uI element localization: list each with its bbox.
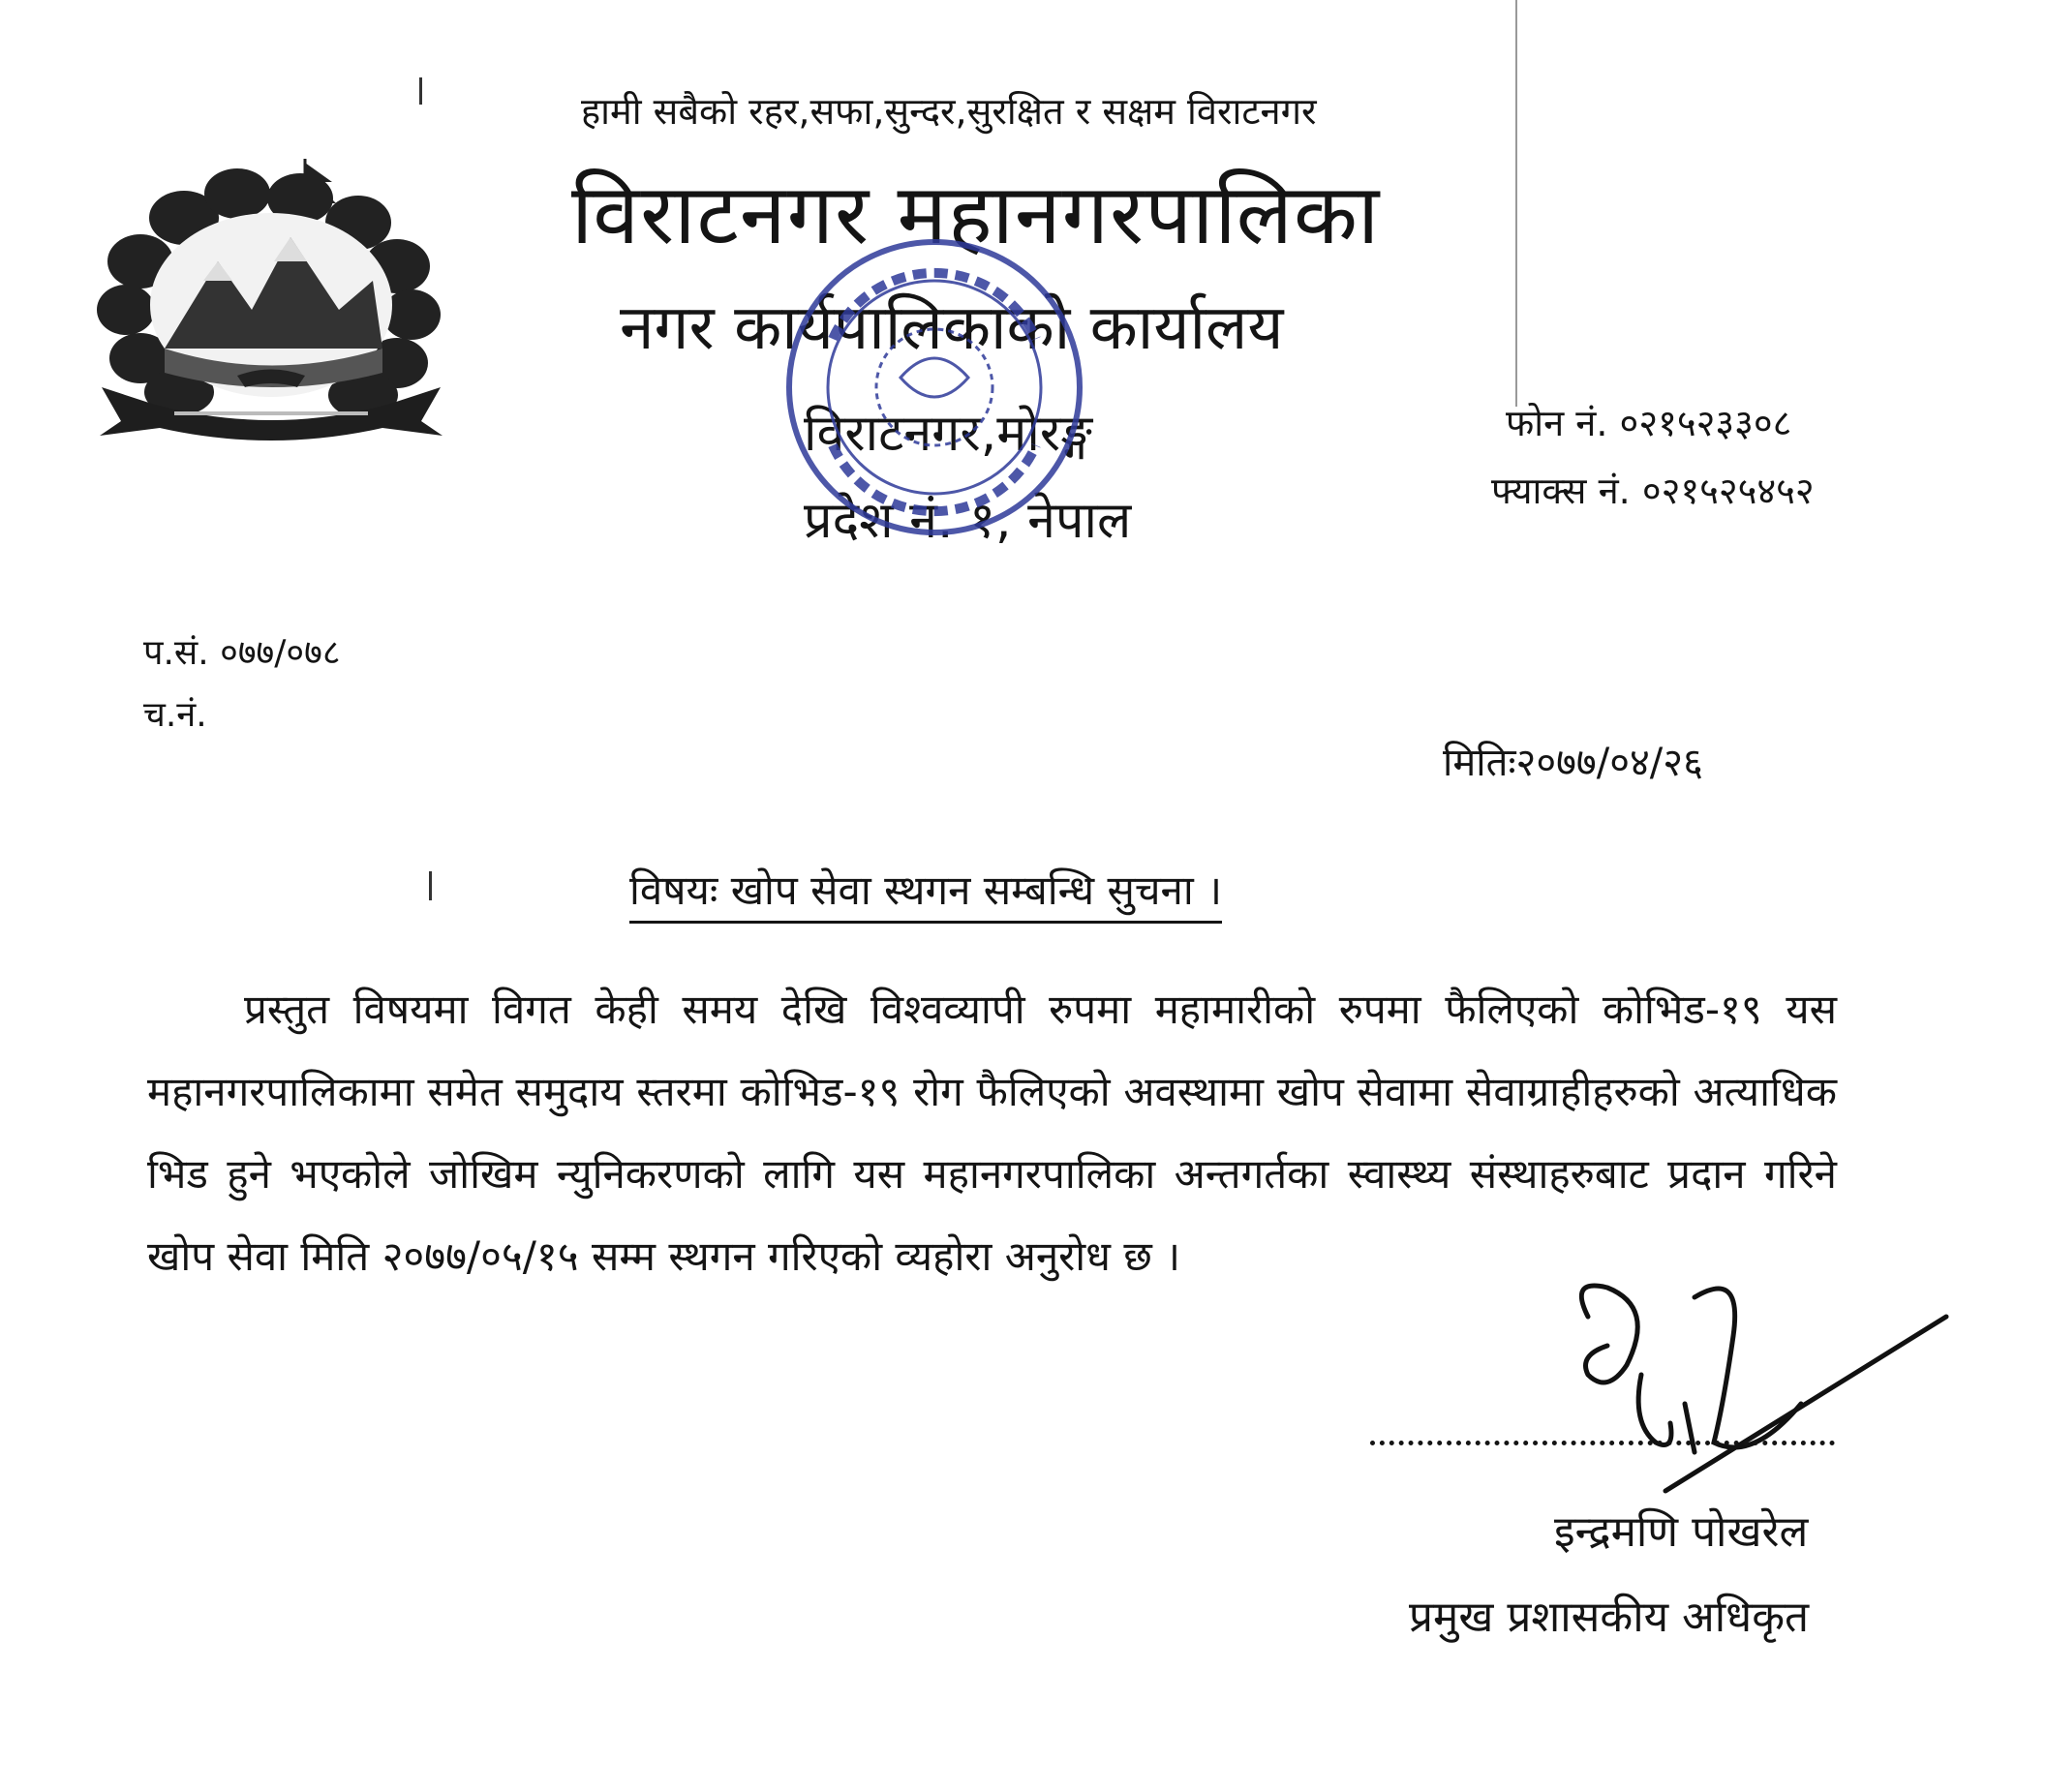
fiscal-year-reference: प.सं. ०७७/०७८ <box>143 633 341 673</box>
signatory-name: इन्द्रमणि पोखरेल <box>1554 1507 1809 1557</box>
organization-title: विराटनगर महानगरपालिका <box>571 167 1381 263</box>
office-stamp-icon <box>775 223 1094 552</box>
office-subtitle: नगर कार्यपालिकाको कार्यालय <box>620 292 1284 364</box>
fax-number: फ्याक्स नं. ०२१५२५४५२ <box>1491 470 1815 512</box>
letterhead-tagline: हामी सबैको रहर,सफा,सुन्दर,सुरक्षित र सक्षम विराटनगर <box>581 90 1317 133</box>
scan-artifact-line <box>1515 0 1517 407</box>
nepal-emblem-icon <box>82 145 460 445</box>
address-line-2: प्रदेश नं. १, नेपाल <box>804 492 1132 550</box>
letter-date: मितिः२०७७/०४/२६ <box>1443 741 1703 785</box>
address-line-1: विराटनगर,मोरङ्ग <box>804 405 1093 463</box>
letter-subject: विषयः खोप सेवा स्थगन सम्बन्धि सुचना । <box>629 862 1222 924</box>
phone-number: फोन नं. ०२१५२३३०८ <box>1506 402 1792 444</box>
handwritten-signature-icon <box>1549 1259 1956 1501</box>
letter-body: प्रस्तुत विषयमा विगत केही समय देखि विश्वव्यापी रुपमा महामारीको रुपमा फैलिएको कोभिड-१९ यस महानगरपालिकामा समेत समुदाय स्तरमा कोभिड-१९ रोग फैलिएको अवस्थामा खोप सेवामा सेवाग्राहीहरुको अत्याधिक भिड हुने भएकोले जोखिम न्युनिकरणको लागि यस महानगरपालिका अन्तगर्तका स्वास्थ्य संस्थाहरुबाट प्रदान गरिने खोप सेवा मिति २०७७/०५/१५ सम्म स्थगन गरिएको व्यहोरा अनुरोध छ । <box>147 986 1837 1280</box>
signatory-title: प्रमुख प्रशासकीय अधिकृत <box>1409 1593 1810 1642</box>
scan-artifact-line <box>429 871 432 900</box>
scan-artifact-line <box>419 77 422 105</box>
signature-line <box>1370 1441 1835 1445</box>
dispatch-number: च.नं. <box>143 695 207 735</box>
